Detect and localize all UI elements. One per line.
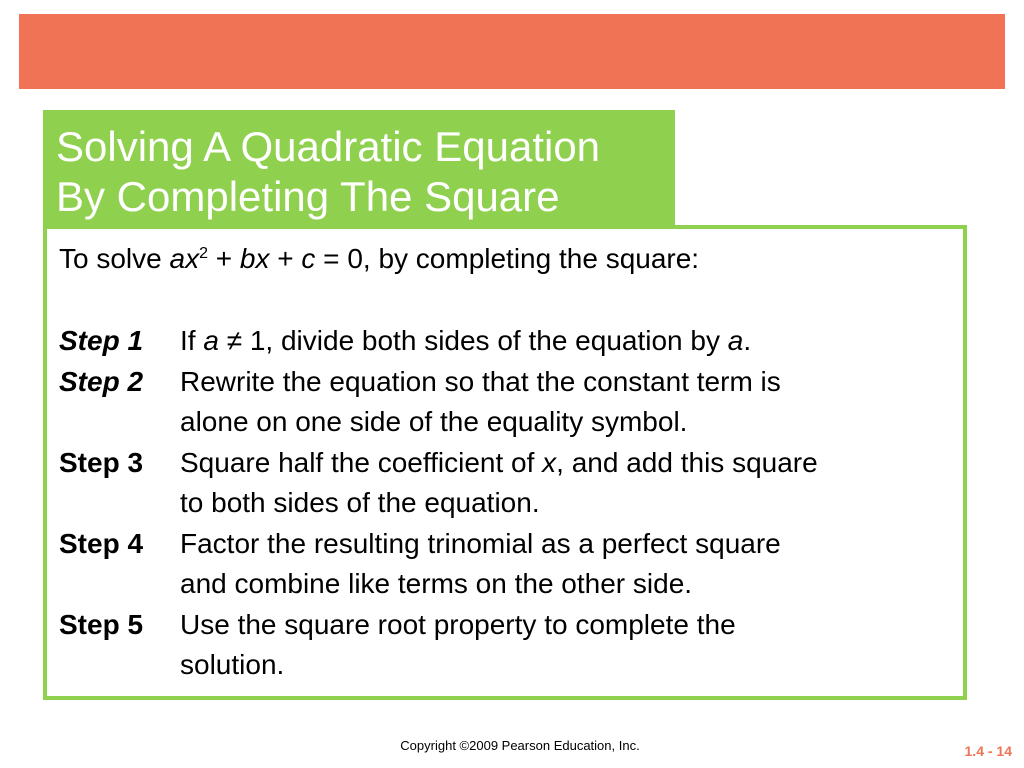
step-4: [59, 524, 963, 604]
step-3-text: [180, 443, 963, 523]
step-1-text: [180, 321, 963, 361]
step-3-part-2: , and add this square to both sides of the equation.: [180, 447, 818, 518]
intro-part-1: To solve: [59, 243, 170, 274]
intro-part-4: = 0, by completing the square:: [315, 243, 700, 274]
step-3-part-1: Square half the coefficient of: [180, 447, 543, 478]
step-2-text: Rewrite the equation so that the constant term is alone on one side of the equality symbol.: [180, 366, 781, 437]
step-1: [59, 321, 963, 361]
copyright-notice: Copyright ©2009 Pearson Education, Inc.: [400, 738, 640, 753]
var-a: a: [203, 325, 219, 356]
step-5-text: Use the square root property to complete the solution.: [180, 609, 736, 680]
step-3: [59, 443, 963, 523]
step-2: [59, 362, 963, 442]
intro-part-3: +: [269, 243, 302, 274]
content-box: [43, 225, 967, 700]
var-ax: ax: [169, 243, 200, 274]
page-number: 1.4 - 14: [964, 743, 1012, 759]
step-1-part-3: .: [743, 325, 752, 356]
step-4-label: Step 4: [59, 528, 144, 559]
step-5: [59, 605, 963, 685]
step-5-label: Step 5: [59, 609, 144, 640]
step-1-part-1: If: [180, 325, 204, 356]
var-x: x: [542, 447, 557, 478]
title-line-2: By Completing The Square: [56, 173, 560, 220]
intro-text: [59, 239, 963, 279]
slide-title: [43, 110, 675, 228]
var-a-2: a: [727, 325, 744, 356]
title-line-1: Solving A Quadratic Equation: [56, 123, 601, 170]
exponent: 2: [199, 245, 208, 262]
var-c: c: [301, 243, 316, 274]
step-1-part-2: ≠ 1, divide both sides of the equation by: [218, 325, 728, 356]
header-bar: [19, 14, 1005, 89]
intro-part-2: +: [207, 243, 240, 274]
step-2-label: Step 2: [59, 366, 144, 397]
var-bx: bx: [239, 243, 270, 274]
step-1-label: Step 1: [59, 325, 144, 356]
step-4-text: Factor the resulting trinomial as a perfect square and combine like terms on the other side.: [180, 528, 781, 599]
step-3-label: Step 3: [59, 447, 144, 478]
